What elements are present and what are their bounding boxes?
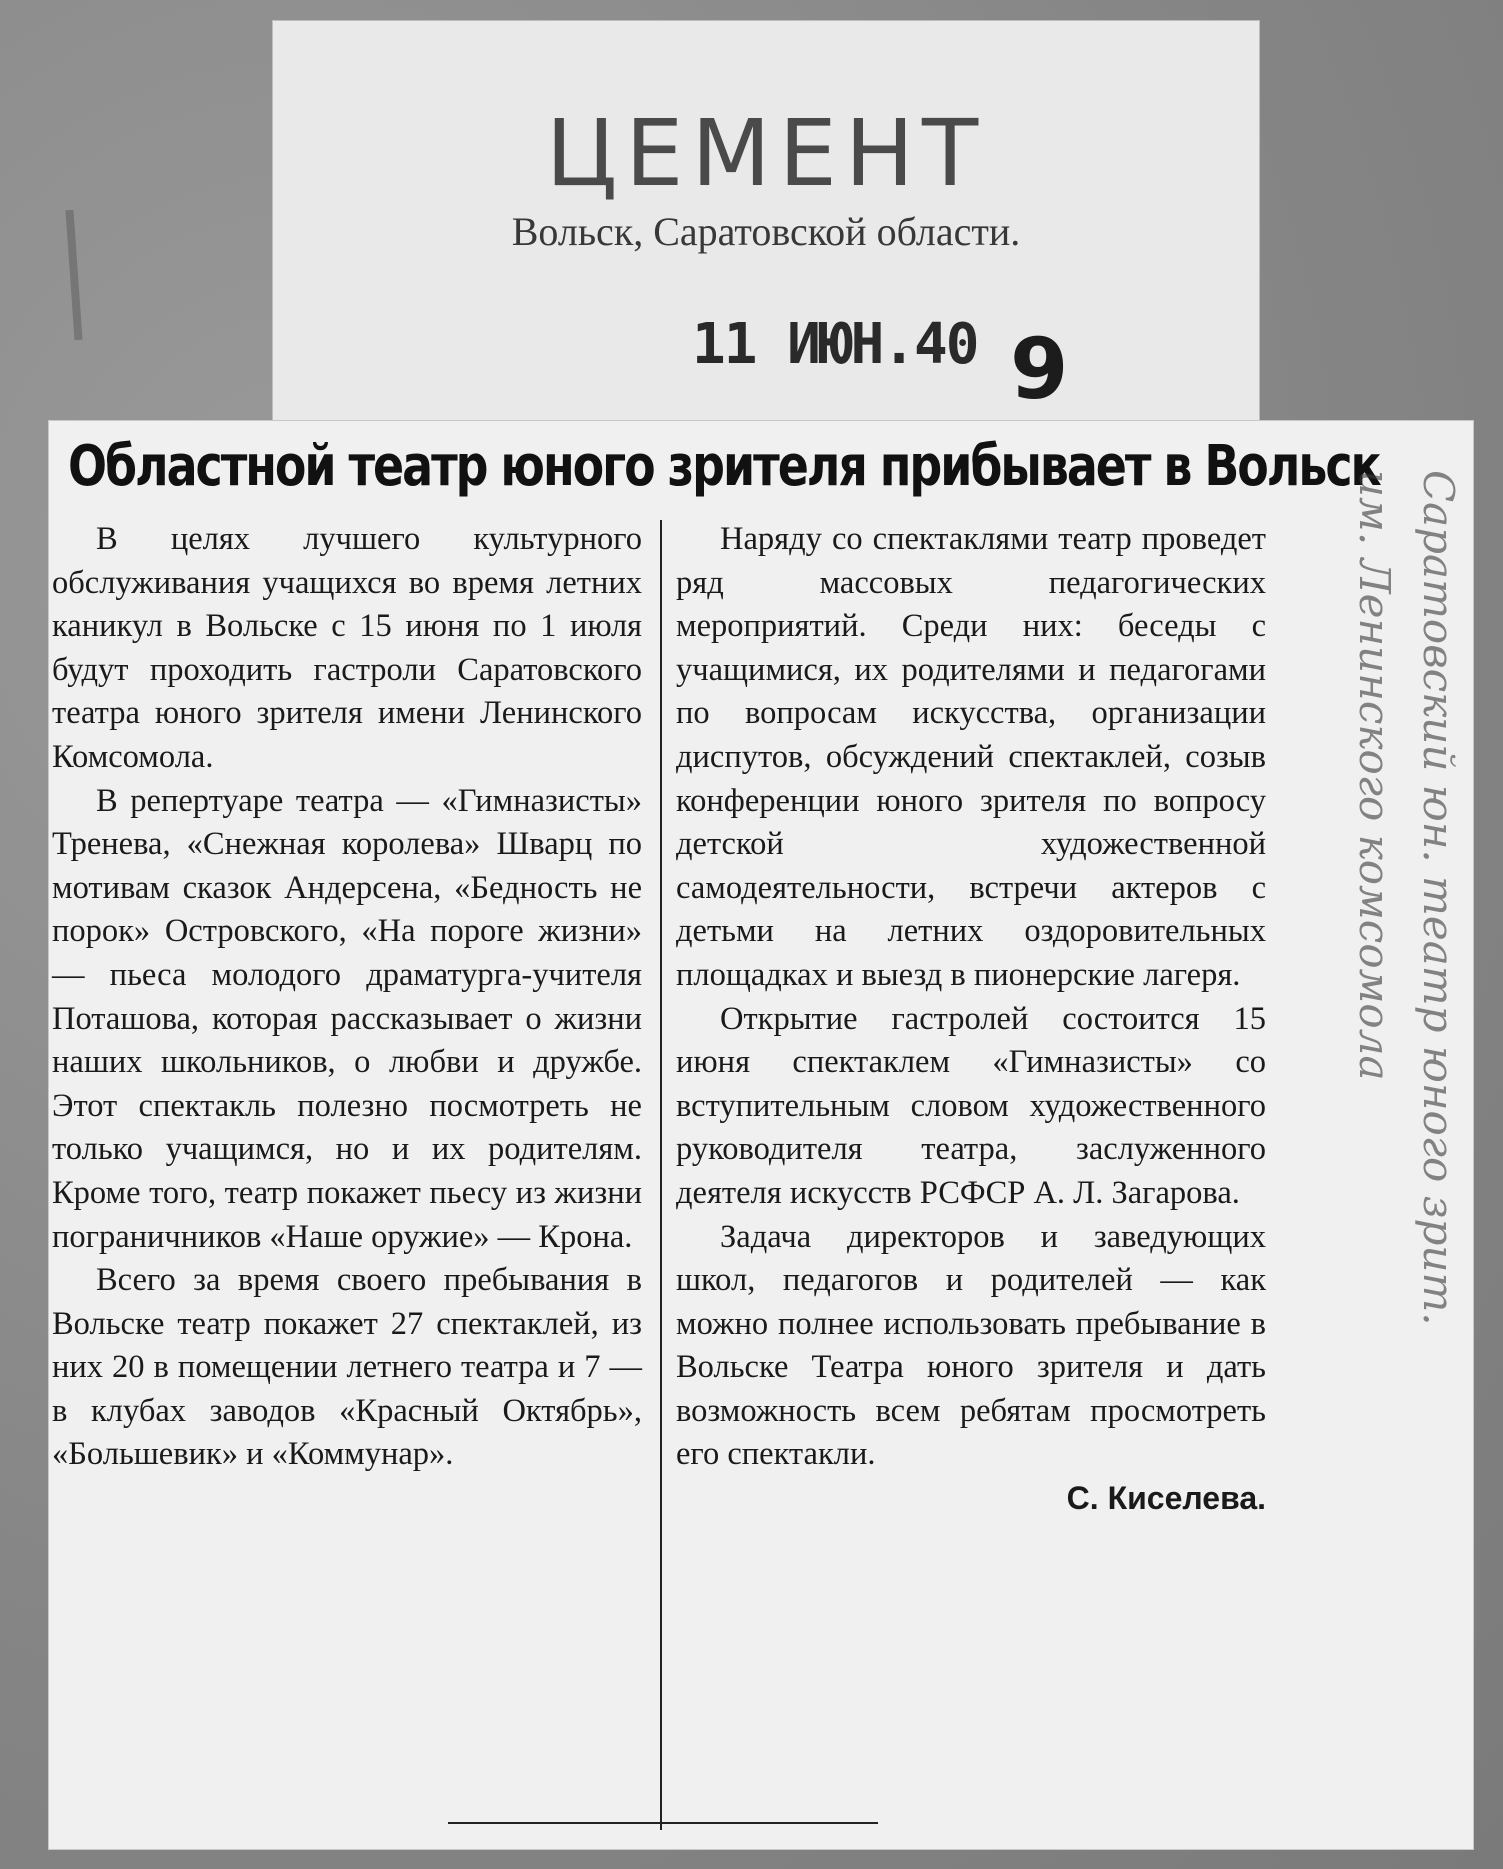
article-column-left bbox=[52, 518, 642, 1477]
article-column-right bbox=[676, 518, 1266, 1521]
end-rule bbox=[448, 1822, 878, 1824]
paragraph: В репертуаре театра — «Гимназисты» Тренева, «Снежная королева» Шварц по мотивам сказок Андерсена, «Бедность не порок» Островского, «На пороге жизни» — пьеса молодого драматурга-учителя Поташова, которая рассказывает о жизни наших школьников, о любви и дружбе. Этот спектакль полезно посмотреть не только учащимся, но и их родителям. Кроме того, театр покажет пьесу из жизни пограничников «Наше оружие» — Крона. bbox=[52, 782, 642, 1255]
handwritten-line: им. Ленинского комсомола bbox=[1350, 470, 1399, 1081]
date-stamp: 11 ИЮН.40 bbox=[692, 312, 978, 377]
handwritten-line: Саратовский юн. театр юного зрит. bbox=[1414, 470, 1463, 1326]
handwritten-margin-note bbox=[1270, 470, 1470, 1850]
article-headline: Областной театр юного зрителя прибывает в Вольск bbox=[68, 434, 1380, 499]
paragraph: Наряду со спектаклями театр проведет ряд массовых педагогических мероприятий. Среди них: беседы с учащимися, их родителями и педагогами по вопросам искусства, организации диспутов, обсуждений спектаклей, созыв конференции юного зрителя по вопросу детской художественной самодеятельности, встречи актеров с детьми на летних оздоровительных площадках и выезд в пионерские лагеря. bbox=[676, 521, 1266, 993]
newspaper-name: ЦЕМЕНТ bbox=[545, 100, 987, 207]
newspaper-location: Вольск, Саратовской области. bbox=[511, 209, 1021, 254]
masthead-clipping bbox=[272, 20, 1260, 440]
paragraph: В целях лучшего культурного обслуживания учащихся во время летних каникул в Вольске с 15 июня по 1 июля будут проходить гастроли Саратовского театра юного зрителя имени Ленинского Комсомола. bbox=[52, 521, 642, 775]
paragraph: Задача директоров и заведующих школ, педагогов и родителей — как можно полнее использовать пребывание в Вольске Театра юного зрителя и дать возможность всем ребятам просмотреть его спектакли. bbox=[676, 1218, 1266, 1473]
article-clipping bbox=[48, 420, 1474, 1850]
page-number: 9 bbox=[1010, 320, 1069, 418]
paragraph: Всего за время своего пребывания в Вольске театр покажет 27 спектаклей, из них 20 в помещении летнего театра и 7 — в клубах заводов «Красный Октябрь», «Большевик» и «Коммунар». bbox=[52, 1262, 642, 1473]
paragraph: Открытие гастролей состоится 15 июня спектаклем «Гимназисты» со вступительным словом художественного руководителя театра, заслуженного деятеля искусств РСФСР А. Л. Загарова. bbox=[676, 1000, 1266, 1211]
column-divider bbox=[660, 520, 662, 1830]
author-signature: С. Киселева. bbox=[1066, 1480, 1266, 1517]
